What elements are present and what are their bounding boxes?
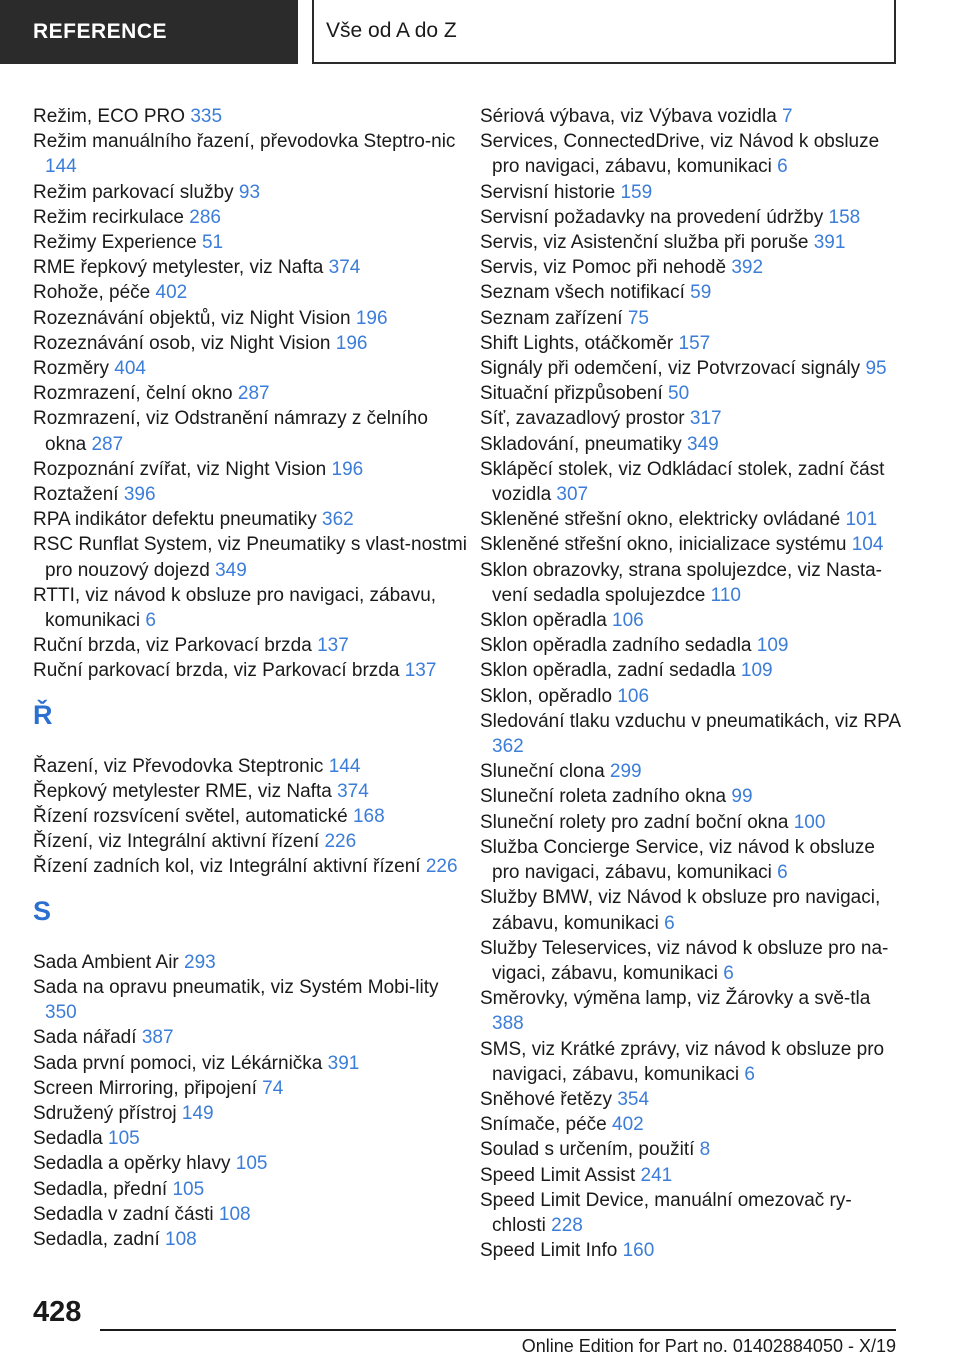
index-page-link[interactable]: 100	[793, 811, 826, 833]
index-entry-text: Snímače, péče	[480, 1114, 613, 1136]
index-entry	[480, 684, 900, 709]
index-entry	[33, 507, 473, 532]
index-page-link[interactable]: 402	[612, 1114, 644, 1136]
index-entry	[480, 356, 900, 381]
index-entry-text: Skleněné střešní okno, elektricky ovládané	[480, 509, 846, 531]
index-page-link[interactable]: 144	[45, 156, 77, 178]
index-entry	[480, 759, 900, 784]
index-entry	[33, 457, 473, 482]
index-entry-text: Sklon, opěradlo	[480, 685, 618, 707]
index-page-link[interactable]: 160	[622, 1240, 655, 1262]
index-entry	[33, 482, 473, 507]
index-entry	[33, 406, 473, 456]
index-entry-text: Rozeznávání objektů, viz Night Vision	[33, 307, 356, 329]
index-entry-text: Sklon opěradla, zadní sedadla	[480, 660, 741, 682]
index-page-link[interactable]: 392	[731, 257, 764, 279]
index-page-link[interactable]: 388	[492, 1013, 524, 1035]
index-entry	[33, 854, 473, 879]
index-page-link[interactable]: 354	[617, 1088, 650, 1110]
index-page-link[interactable]: 6	[664, 912, 675, 934]
index-entry-text: Sklon obrazovky, strana spolujezdce, viz Nasta-vení sedadla spolujezdce	[480, 559, 882, 606]
index-entry-text: Sedadla, přední	[33, 1178, 173, 1200]
index-entry-text: Sluneční roleta zadního okna	[480, 786, 732, 808]
index-entry-text: Seznam všech notifikací	[480, 282, 691, 304]
index-entry-text: Sada nářadí	[33, 1027, 142, 1049]
index-entry	[33, 205, 473, 230]
index-entry	[480, 306, 900, 331]
index-entry	[33, 129, 473, 179]
index-entry-text: Síť, zavazadlový prostor	[480, 408, 690, 430]
index-entry	[480, 658, 900, 683]
index-page-link[interactable]: 404	[114, 358, 146, 380]
index-page-link[interactable]: 196	[335, 332, 368, 354]
index-page-link[interactable]: 196	[331, 458, 364, 480]
index-entry	[480, 784, 900, 809]
index-entry-text: Screen Mirroring, připojení	[33, 1077, 263, 1099]
index-entry	[480, 280, 900, 305]
index-page-link[interactable]: 101	[845, 509, 878, 531]
index-entry	[33, 829, 473, 854]
index-entry-text: Sériová výbava, viz Výbava vozidla	[480, 106, 783, 127]
index-entry-text: Sluneční clona	[480, 761, 610, 783]
index-page-link[interactable]: 109	[740, 660, 773, 682]
index-entry	[33, 1101, 473, 1126]
index-entry	[33, 104, 473, 129]
index-entry	[33, 975, 473, 1025]
index-entry	[480, 936, 900, 986]
index-page-link[interactable]: 396	[123, 484, 156, 506]
index-entry	[33, 1025, 473, 1050]
index-page-link[interactable]: 99	[731, 786, 753, 808]
index-entry-text: Speed Limit Device, manuální omezovač ry-chlosti	[480, 1189, 852, 1236]
index-column-right	[480, 104, 900, 1263]
index-entry	[33, 1202, 473, 1227]
index-page-link[interactable]: 137	[404, 660, 437, 682]
page-header	[0, 0, 960, 66]
index-page-link[interactable]: 391	[813, 232, 846, 254]
index-page-link[interactable]: 287	[237, 383, 270, 405]
index-entry	[33, 804, 473, 829]
index-page-link[interactable]: 75	[627, 307, 649, 329]
index-entry	[33, 255, 473, 280]
index-page-link[interactable]: 362	[322, 509, 354, 531]
index-entry-text: Sedadla v zadní části	[33, 1203, 219, 1225]
index-page-link[interactable]: 362	[492, 736, 524, 758]
index-entry-text: Směrovky, výměna lamp, viz Žárovky a svě-tla	[480, 988, 871, 1010]
index-page-link[interactable]: 74	[262, 1077, 284, 1099]
index-entry	[480, 1163, 900, 1188]
index-entry	[480, 331, 900, 356]
index-entry-text: Sklápěcí stolek, viz Odkládací stolek, zadní část vozidla	[480, 458, 885, 506]
index-entry-text: Shift Lights, otáčkoměr	[480, 332, 679, 354]
index-entry-text: SMS, viz Krátké zprávy, viz návod k obsluze pro navigaci, zábavu, komunikaci	[480, 1038, 885, 1085]
index-entry	[33, 583, 473, 633]
index-entry-text: Sněhové řetězy	[480, 1088, 618, 1110]
index-page-link[interactable]: 6	[723, 962, 734, 984]
index-page-link[interactable]: 59	[690, 282, 712, 304]
index-page-link[interactable]: 149	[181, 1102, 214, 1124]
section-tab: REFERENCE	[0, 0, 298, 64]
index-entry	[33, 754, 473, 779]
index-entry	[33, 1227, 473, 1252]
index-page-link[interactable]: 93	[238, 181, 261, 203]
index-page-link[interactable]: 108	[218, 1203, 251, 1225]
index-entry	[480, 205, 900, 230]
index-page-link[interactable]: 317	[689, 408, 722, 430]
index-entry-text: Režim parkovací služby	[33, 181, 239, 203]
index-entry	[480, 381, 900, 406]
index-entry-text: Sada Ambient Air	[33, 951, 185, 973]
index-entry	[480, 1238, 900, 1263]
index-page-link[interactable]: 108	[165, 1228, 197, 1250]
index-page-link[interactable]: 387	[141, 1027, 174, 1049]
index-entry	[33, 779, 473, 804]
index-entry	[480, 180, 900, 205]
index-page-link[interactable]: 402	[155, 282, 188, 304]
index-entry	[480, 810, 900, 835]
index-entry	[33, 658, 473, 683]
index-entry-text: Speed Limit Info	[480, 1240, 623, 1262]
index-page-link[interactable]: 287	[91, 433, 124, 455]
index-page-link[interactable]: 6	[777, 862, 788, 884]
index-page-link[interactable]: 106	[612, 610, 644, 632]
index-entry-text: Řazení, viz Převodovka Steptronic	[33, 755, 329, 777]
index-entry	[480, 1188, 900, 1238]
index-entry-text: Sada první pomoci, viz Lékárnička	[33, 1052, 328, 1074]
index-entry-text: Režim, ECO PRO	[33, 106, 191, 127]
index-entry	[33, 356, 473, 381]
index-entry	[480, 709, 900, 759]
index-entry-text: Sledování tlaku vzduchu v pneumatikách, viz RPA	[480, 710, 900, 732]
index-entry	[33, 331, 473, 356]
index-entry	[480, 532, 900, 557]
index-entry-text: Seznam zařízení	[480, 307, 628, 329]
index-page-link[interactable]: 104	[851, 534, 884, 556]
index-entry	[480, 432, 900, 457]
index-entry	[480, 633, 900, 658]
index-entry	[33, 633, 473, 658]
index-page-link[interactable]: 241	[640, 1164, 673, 1186]
index-entry-text: Ruční brzda, viz Parkovací brzda	[33, 635, 318, 657]
index-page-link[interactable]: 6	[744, 1063, 755, 1085]
index-entry-text: Řízení zadních kol, viz Integrální aktivní řízení	[33, 856, 426, 878]
index-entry	[33, 230, 473, 255]
index-entry	[33, 280, 473, 305]
index-page-link[interactable]: 158	[828, 206, 861, 228]
index-entry-text: Servis, viz Asistenční služba při poruše	[480, 232, 814, 254]
index-entry	[33, 180, 473, 205]
index-entry-text: Speed Limit Assist	[480, 1164, 641, 1186]
edition-note: Online Edition for Part no. 01402884050 - X/19	[521, 1336, 896, 1356]
index-page-link[interactable]: 137	[317, 635, 349, 657]
index-page-link[interactable]: 350	[45, 1002, 77, 1024]
index-entry	[33, 306, 473, 331]
chapter-title: Vše od A do Z	[312, 0, 896, 64]
index-entry	[480, 986, 900, 1036]
index-entry-text: Řepkový metylester RME, viz Nafta	[33, 780, 338, 802]
index-entry	[480, 1087, 900, 1112]
index-page-link[interactable]: 106	[617, 685, 650, 707]
index-entry-text: Services, ConnectedDrive, viz Návod k obsluze pro navigaci, zábavu, komunikaci	[480, 131, 880, 178]
index-entry	[33, 1177, 473, 1202]
index-entry	[33, 1051, 473, 1076]
index-entry	[33, 1126, 473, 1151]
index-entry-text: Signály při odemčení, viz Potvrzovací signály	[480, 358, 866, 380]
index-entry-text: Rozmrazení, čelní okno	[33, 383, 238, 405]
index-entry-text: Rozeznávání osob, viz Night Vision	[33, 332, 336, 354]
index-entry-text: Rohože, péče	[33, 282, 156, 304]
index-entry	[480, 1037, 900, 1087]
index-entry-text: Servis, viz Pomoc při nehodě	[480, 257, 732, 279]
index-entry	[480, 230, 900, 255]
index-page-link[interactable]: 8	[699, 1139, 711, 1161]
index-page-link[interactable]: 6	[777, 156, 788, 178]
index-entry	[480, 1137, 900, 1162]
index-page-link[interactable]: 228	[551, 1214, 583, 1236]
index-page-link[interactable]: 144	[328, 755, 361, 777]
index-entry-text: Režimy Experience	[33, 232, 202, 254]
index-entry-text: Služby BMW, viz Návod k obsluze pro navigaci, zábavu, komunikaci	[480, 887, 881, 934]
index-entry-text: Sklon opěradla	[480, 610, 613, 632]
index-entry	[480, 885, 900, 935]
index-letter-heading: S	[33, 895, 52, 926]
index-entry-text: Sedadla	[33, 1128, 109, 1150]
index-page-link[interactable]: 349	[687, 433, 719, 455]
index-entry	[33, 381, 473, 406]
index-entry	[480, 1112, 900, 1137]
index-entry	[480, 104, 900, 129]
index-entry-text: RME řepkový metylester, viz Nafta	[33, 257, 329, 279]
index-entry-text: Řízení, viz Integrální aktivní řízení	[33, 831, 325, 853]
index-entry-text: Sedadla, zadní	[33, 1228, 166, 1250]
index-entry-text: Servisní požadavky na provedení údržby	[480, 206, 829, 228]
index-page-link[interactable]: 286	[189, 206, 221, 228]
index-page-link[interactable]: 168	[352, 806, 385, 828]
index-page-link[interactable]: 335	[190, 106, 223, 127]
index-entry-text: Situační přizpůsobení	[480, 383, 669, 405]
index-entry-text: Skladování, pneumatiky	[480, 433, 688, 455]
index-entry	[480, 558, 900, 608]
index-page-link[interactable]: 374	[328, 257, 361, 279]
index-entry-text: Režim recirkulace	[33, 206, 190, 228]
index-entry-text: RTTI, viz návod k obsluze pro navigaci, zábavu, komunikaci	[33, 584, 437, 632]
index-entry-text: Služba Concierge Service, viz návod k obsluze pro navigaci, zábavu, komunikaci	[480, 836, 875, 884]
index-entry-text: Roztažení	[33, 484, 124, 506]
index-page-link[interactable]: 293	[184, 951, 216, 973]
index-entry-text: Rozpoznání zvířat, viz Night Vision	[33, 458, 332, 480]
index-entry-text: Skleněné střešní okno, inicializace systému	[480, 534, 852, 556]
index-page-link[interactable]: 105	[108, 1128, 140, 1150]
index-entry-text: Režim manuálního řazení, převodovka Steptro-nic	[33, 131, 456, 153]
index-entry	[33, 1076, 473, 1101]
index-page-link[interactable]: 110	[710, 584, 741, 606]
index-entry-text: Rozměry	[33, 358, 115, 380]
index-page-link[interactable]: 7	[782, 106, 793, 127]
index-letter-heading: Ř	[33, 699, 53, 730]
index-entry	[480, 835, 900, 885]
index-column-left	[33, 104, 473, 1252]
index-page-link[interactable]: 307	[556, 484, 589, 506]
index-page-link[interactable]: 50	[668, 383, 690, 405]
index-page-link[interactable]: 196	[355, 307, 388, 329]
index-entry	[480, 457, 900, 507]
index-entry-text: Servisní historie	[480, 181, 621, 203]
index-page-link[interactable]: 6	[145, 610, 156, 632]
index-entry-text: Sluneční rolety pro zadní boční okna	[480, 811, 794, 833]
index-page-link[interactable]: 105	[235, 1153, 268, 1175]
index-entry	[33, 1151, 473, 1176]
index-entry	[480, 608, 900, 633]
index-entry-text: Služby Teleservices, viz návod k obsluze pro na-vigaci, zábavu, komunikaci	[480, 937, 889, 984]
index-page-link[interactable]: 391	[327, 1052, 360, 1074]
index-entry-text: RPA indikátor defektu pneumatiky	[33, 509, 323, 531]
index-entry-text: Sdružený přístroj	[33, 1102, 182, 1124]
index-entry-text: Ruční parkovací brzda, viz Parkovací brzda	[33, 660, 405, 682]
index-entry	[480, 129, 900, 179]
index-page-link[interactable]: 299	[609, 761, 642, 783]
index-entry	[480, 406, 900, 431]
index-entry-text: RSC Runflat System, viz Pneumatiky s vlast-nostmi pro nouzový dojezd	[33, 534, 467, 581]
index-entry	[480, 507, 900, 532]
index-page-link[interactable]: 226	[324, 831, 357, 853]
index-entry	[33, 532, 473, 582]
index-entry	[480, 255, 900, 280]
index-page-link[interactable]: 226	[425, 856, 458, 878]
index-page-link[interactable]: 157	[678, 332, 711, 354]
index-page-link[interactable]: 51	[201, 232, 224, 254]
index-entry-text: Sedadla a opěrky hlavy	[33, 1153, 236, 1175]
index-entry	[33, 950, 473, 975]
index-page-link[interactable]: 159	[620, 181, 653, 203]
index-entry-text: Sada na opravu pneumatik, viz Systém Mobi-lity	[33, 976, 439, 998]
footer-divider	[100, 1329, 896, 1331]
index-entry-text: Rozmrazení, viz Odstranění námrazy z čelního okna	[33, 408, 428, 455]
index-page-link[interactable]: 374	[337, 780, 369, 802]
index-entry-text: Soulad s určením, použití	[480, 1139, 700, 1161]
index-entry-text: Řízení rozsvícení světel, automatické	[33, 806, 353, 828]
index-page-link[interactable]: 349	[215, 559, 247, 581]
index-entry-text: Sklon opěradla zadního sedadla	[480, 635, 757, 657]
page-number: 428	[33, 1296, 82, 1328]
index-page-link[interactable]: 109	[756, 635, 789, 657]
index-page-link[interactable]: 105	[172, 1178, 205, 1200]
index-page-link[interactable]: 95	[865, 358, 887, 380]
